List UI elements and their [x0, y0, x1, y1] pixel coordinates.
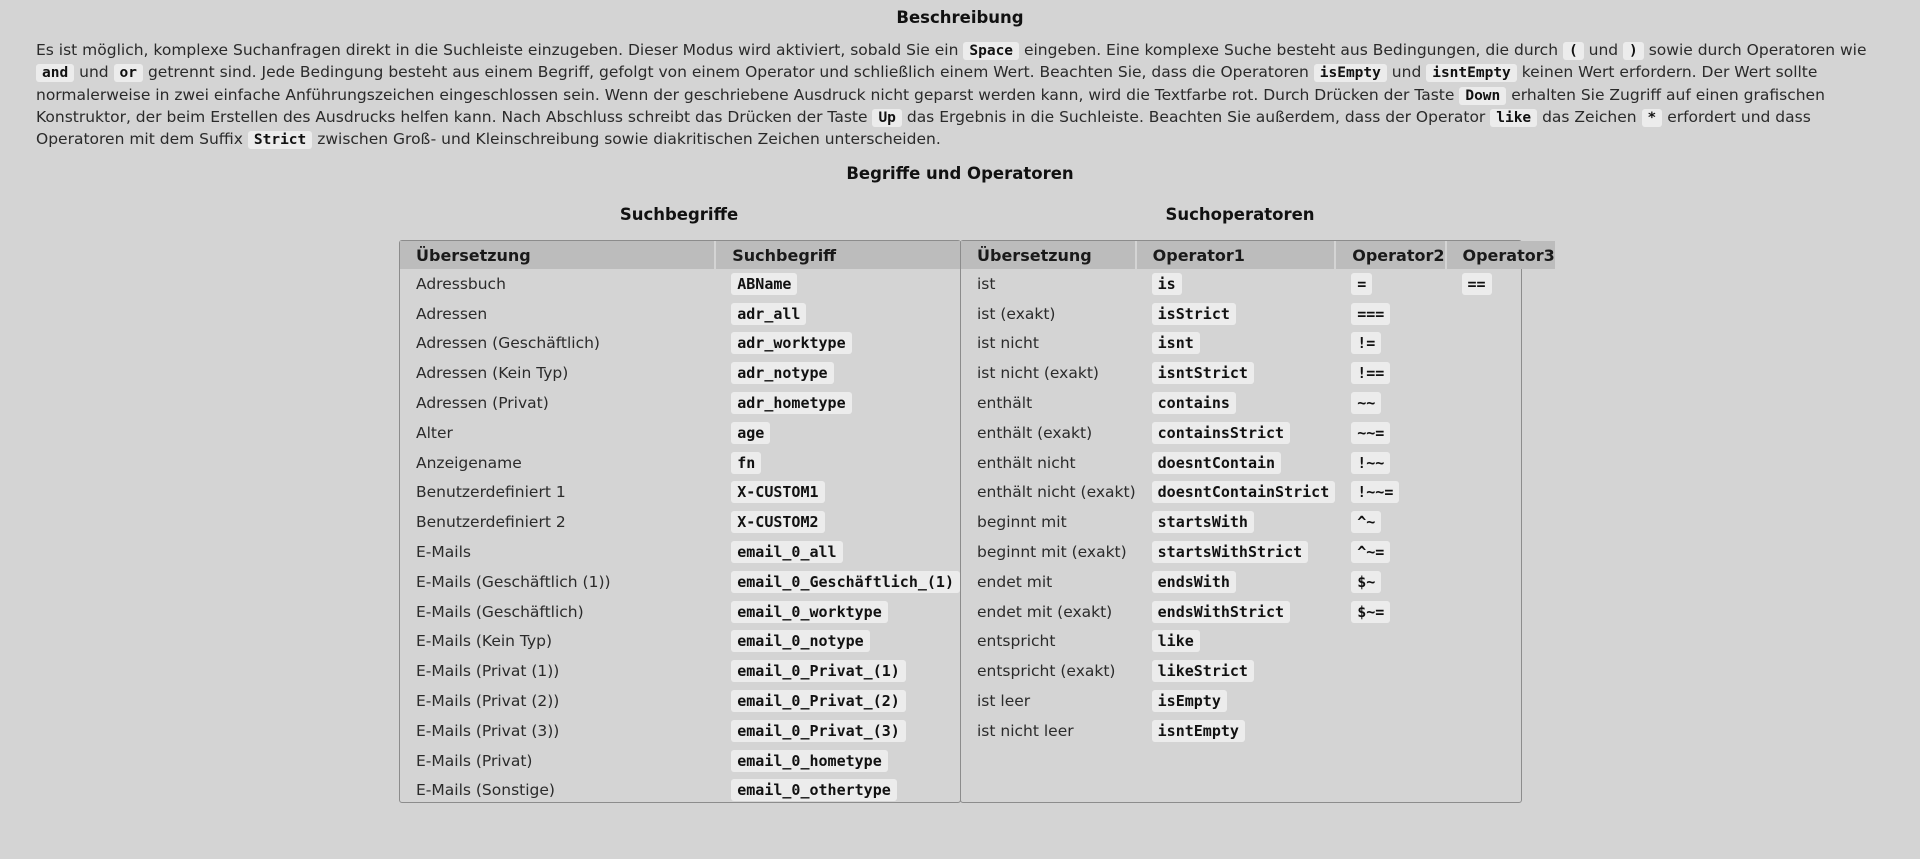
- description-fragment: erhalten Sie Zugriff auf einen grafischen Konstruktor, der beim Erstellen des Ausdrucks helfen kann. Nach Abschluss schreibt das Drücken der Taste: [36, 85, 1825, 126]
- table-cell: [1446, 448, 1555, 478]
- table-cell: ist (exakt): [977, 304, 1056, 323]
- table-cell: ist nicht leer: [977, 721, 1074, 740]
- table-cell: E-Mails (Geschäftlich): [416, 602, 584, 621]
- code-token: isStrict: [1152, 303, 1236, 325]
- description-fragment: und: [1583, 41, 1624, 59]
- table-cell: [1446, 597, 1555, 627]
- table-row: [400, 299, 960, 329]
- table-cell: entspricht: [977, 632, 1056, 651]
- inline-code: like: [1490, 109, 1537, 127]
- description-fragment: das Zeichen: [1537, 107, 1642, 126]
- code-token: fn: [731, 452, 761, 474]
- table-cell: [715, 299, 960, 329]
- table-row: [400, 388, 960, 418]
- table-cell: [1446, 478, 1555, 508]
- table-cell: [1446, 627, 1555, 657]
- table-row: [400, 686, 960, 716]
- table-cell: ist leer: [977, 692, 1031, 711]
- description-fragment: und: [1386, 63, 1427, 82]
- table-row: [400, 358, 960, 388]
- table-row: [961, 478, 1555, 508]
- search-operators-table-panel[interactable]: [960, 240, 1555, 803]
- table-cell: [1136, 597, 1336, 627]
- section-title: Begriffe und Operatoren: [846, 164, 1074, 184]
- table-cell: enthält nicht: [977, 453, 1076, 472]
- code-token: email_0_all: [731, 541, 842, 563]
- table-cell: E-Mails (Kein Typ): [416, 632, 553, 651]
- table-cell: [1136, 686, 1336, 716]
- table-cell: [715, 418, 960, 448]
- table-cell: [1446, 329, 1555, 359]
- table-cell: [715, 686, 960, 716]
- inline-code: or: [114, 64, 143, 82]
- inline-code: and: [36, 64, 74, 82]
- code-token: email_0_Privat_(3): [731, 720, 906, 742]
- table-cell: [715, 358, 960, 388]
- table-row: [961, 299, 1555, 329]
- table-cell: [1446, 299, 1555, 329]
- code-token: like: [1152, 630, 1200, 652]
- inline-code: *: [1642, 109, 1663, 127]
- table-cell: ist nicht (exakt): [977, 364, 1099, 383]
- table-row: [961, 358, 1555, 388]
- table-cell: Adressen (Kein Typ): [416, 364, 569, 383]
- table-cell: [1136, 716, 1336, 746]
- inline-code: ): [1623, 42, 1644, 60]
- table-cell: [1136, 478, 1336, 508]
- table-row: [961, 686, 1555, 716]
- description-fragment: eingeben. Eine komplexe Suche besteht aus Bedingungen, die durch: [1019, 41, 1563, 59]
- table-cell: [1335, 478, 1445, 508]
- search-terms-heading: Suchbegriffe: [619, 205, 739, 224]
- table-cell: [1335, 507, 1445, 537]
- table-row: [961, 567, 1555, 597]
- code-token: ~~=: [1351, 422, 1390, 444]
- search-operators-heading: Suchoperatoren: [1165, 205, 1315, 224]
- code-token: endsWith: [1152, 571, 1236, 593]
- table-row: [961, 448, 1555, 478]
- column-header: Übersetzung: [400, 241, 715, 269]
- table-cell: Benutzerdefiniert 2: [416, 513, 566, 532]
- code-token: !~~=: [1351, 481, 1399, 503]
- table-cell: [1335, 686, 1445, 716]
- table-cell: [1335, 299, 1445, 329]
- description-fragment: sowie durch Operatoren wie: [1643, 41, 1867, 59]
- description-fragment: und: [74, 63, 114, 82]
- table-cell: [1446, 269, 1555, 299]
- table-cell: [1335, 656, 1445, 686]
- code-token: doesntContain: [1152, 452, 1281, 474]
- table-cell: Adressen: [416, 304, 488, 323]
- column-header: Übersetzung: [961, 241, 1136, 269]
- code-token: isEmpty: [1152, 690, 1227, 712]
- table-row: [961, 656, 1555, 686]
- table-row: [400, 448, 960, 478]
- table-row: [400, 507, 960, 537]
- tables-container: [399, 205, 1555, 800]
- code-token: email_0_othertype: [731, 779, 897, 801]
- code-token: ABName: [731, 273, 797, 295]
- table-cell: [1335, 418, 1445, 448]
- table-cell: [1136, 567, 1336, 597]
- table-cell: [715, 537, 960, 567]
- table-cell: [1136, 358, 1336, 388]
- table-cell: [715, 329, 960, 359]
- column-header: Operator2: [1335, 241, 1445, 269]
- table-cell: [715, 716, 960, 746]
- code-token: email_0_worktype: [731, 601, 888, 623]
- table-row: [400, 597, 960, 627]
- table-cell: [1335, 537, 1445, 567]
- table-cell: beginnt mit: [977, 513, 1067, 532]
- code-token: email_0_Privat_(2): [731, 690, 906, 712]
- inline-code: isntEmpty: [1426, 64, 1517, 82]
- code-token: !~~: [1351, 452, 1390, 474]
- column-header: Operator3: [1446, 241, 1555, 269]
- table-cell: ist nicht: [977, 334, 1039, 353]
- column-header: Suchbegriff: [715, 241, 960, 269]
- description-fragment: getrennt sind. Jede Bedingung besteht aus einem Begriff, gefolgt von einem Operator und schließlich einem Wert. Beachten Sie, dass die Operatoren: [143, 63, 1314, 82]
- table-cell: [715, 478, 960, 508]
- table-row: [961, 716, 1555, 746]
- description-fragment: zwischen Groß- und Kleinschreibung sowie diakritischen Zeichen unterscheiden.: [312, 130, 941, 149]
- table-row: [961, 507, 1555, 537]
- table-cell: [1335, 597, 1445, 627]
- table-cell: [1136, 329, 1336, 359]
- table-cell: enthält: [977, 394, 1033, 413]
- table-cell: [715, 627, 960, 657]
- inline-code: isEmpty: [1314, 64, 1387, 82]
- table-cell: [1446, 716, 1555, 746]
- code-token: email_0_Geschäftlich_(1): [731, 571, 960, 593]
- code-token: containsStrict: [1152, 422, 1290, 444]
- table-row: [400, 478, 960, 508]
- code-token: adr_worktype: [731, 332, 851, 354]
- inline-code: Space: [963, 42, 1019, 60]
- table-row: [400, 329, 960, 359]
- table-row: [961, 537, 1555, 567]
- code-token: adr_hometype: [731, 392, 851, 414]
- code-token: isnt: [1152, 332, 1200, 354]
- table-cell: E-Mails (Privat): [416, 751, 533, 770]
- table-cell: Anzeigename: [416, 453, 522, 472]
- code-token: startsWithStrict: [1152, 541, 1309, 563]
- table-row: [400, 776, 960, 806]
- table-cell: Adressen (Privat): [416, 394, 549, 413]
- table-cell: [715, 448, 960, 478]
- table-cell: [1136, 507, 1336, 537]
- table-cell: [1335, 716, 1445, 746]
- table-cell: [1446, 388, 1555, 418]
- table-cell: endet mit (exakt): [977, 602, 1113, 621]
- code-token: adr_all: [731, 303, 806, 325]
- table-row: [400, 656, 960, 686]
- table-cell: endet mit: [977, 572, 1053, 591]
- description-fragment: keinen Wert erfordern. Der Wert sollte normalerweise in zwei einfache Anführungszeichen eingeschlossen sein. Wenn der geschriebene Ausdruck nicht geparst werden kann, wird die Textfarbe rot. Durch Drücken der Taste: [36, 63, 1818, 104]
- table-row: [400, 746, 960, 776]
- code-token: ^~: [1351, 511, 1381, 533]
- code-token: =: [1351, 273, 1372, 295]
- table-cell: ist: [977, 274, 996, 293]
- table-cell: [1446, 567, 1555, 597]
- table-cell: E-Mails (Privat (1)): [416, 662, 560, 681]
- table-cell: [715, 746, 960, 776]
- table-row: [400, 567, 960, 597]
- code-token: isntStrict: [1152, 362, 1254, 384]
- table-cell: [715, 269, 960, 299]
- table-cell: [1136, 448, 1336, 478]
- code-token: likeStrict: [1152, 660, 1254, 682]
- code-token: ~~: [1351, 392, 1381, 414]
- inline-code: Up: [872, 109, 901, 127]
- code-token: email_0_Privat_(1): [731, 660, 906, 682]
- table-row: [961, 418, 1555, 448]
- description-title: Beschreibung: [896, 8, 1024, 27]
- table-cell: [715, 597, 960, 627]
- table-cell: [715, 507, 960, 537]
- table-cell: [1446, 418, 1555, 448]
- table-cell: E-Mails (Privat (2)): [416, 692, 560, 711]
- code-token: age: [731, 422, 770, 444]
- table-cell: Adressbuch: [416, 274, 506, 293]
- table-cell: E-Mails (Sonstige): [416, 781, 555, 800]
- table-cell: E-Mails: [416, 543, 471, 562]
- table-row: [961, 597, 1555, 627]
- search-terms-table: [400, 241, 960, 805]
- table-row: [400, 269, 960, 299]
- inline-code: Strict: [248, 131, 312, 149]
- code-token: !==: [1351, 362, 1390, 384]
- table-cell: Benutzerdefiniert 1: [416, 483, 566, 502]
- code-token: !=: [1351, 332, 1381, 354]
- code-token: ^~=: [1351, 541, 1390, 563]
- table-cell: [1136, 269, 1336, 299]
- table-cell: [1136, 627, 1336, 657]
- inline-code: Down: [1459, 87, 1506, 105]
- code-token: ===: [1351, 303, 1390, 325]
- inline-code: (: [1563, 42, 1584, 60]
- code-token: X-CUSTOM2: [731, 511, 824, 533]
- code-token: adr_notype: [731, 362, 833, 384]
- table-cell: [1335, 567, 1445, 597]
- search-operators-table: [961, 241, 1555, 746]
- table-cell: [1335, 358, 1445, 388]
- table-row: [961, 269, 1555, 299]
- table-cell: [1136, 656, 1336, 686]
- description-text: [36, 40, 1884, 151]
- table-cell: enthält nicht (exakt): [977, 483, 1136, 502]
- table-cell: [1335, 448, 1445, 478]
- table-cell: [1446, 537, 1555, 567]
- table-cell: [715, 656, 960, 686]
- code-token: $~: [1351, 571, 1381, 593]
- code-token: contains: [1152, 392, 1236, 414]
- table-cell: enthält (exakt): [977, 423, 1093, 442]
- table-row: [961, 627, 1555, 657]
- code-token: is: [1152, 273, 1182, 295]
- table-cell: [1136, 388, 1336, 418]
- table-cell: [1335, 269, 1445, 299]
- table-cell: beginnt mit (exakt): [977, 543, 1127, 562]
- description-fragment: das Ergebnis in die Suchleiste. Beachten Sie außerdem, dass der Operator: [901, 107, 1491, 126]
- table-cell: E-Mails (Privat (3)): [416, 721, 560, 740]
- table-row: [400, 418, 960, 448]
- table-row: [961, 329, 1555, 359]
- table-cell: [1446, 358, 1555, 388]
- table-cell: [1446, 686, 1555, 716]
- code-token: X-CUSTOM1: [731, 481, 824, 503]
- table-cell: Adressen (Geschäftlich): [416, 334, 600, 353]
- table-cell: [1335, 329, 1445, 359]
- table-row: [400, 627, 960, 657]
- table-cell: [1335, 388, 1445, 418]
- table-cell: E-Mails (Geschäftlich (1)): [416, 572, 611, 591]
- table-cell: [1136, 299, 1336, 329]
- code-token: endsWithStrict: [1152, 601, 1290, 623]
- column-header: Operator1: [1136, 241, 1336, 269]
- table-cell: [1446, 656, 1555, 686]
- table-row: [400, 716, 960, 746]
- code-token: email_0_notype: [731, 630, 869, 652]
- table-cell: [715, 776, 960, 806]
- table-cell: entspricht (exakt): [977, 662, 1116, 681]
- table-row: [400, 537, 960, 567]
- table-cell: Alter: [416, 423, 453, 442]
- code-token: startsWith: [1152, 511, 1254, 533]
- code-token: $~=: [1351, 601, 1390, 623]
- table-cell: [1136, 418, 1336, 448]
- code-token: email_0_hometype: [731, 750, 888, 772]
- table-cell: [1335, 627, 1445, 657]
- code-token: doesntContainStrict: [1152, 481, 1336, 503]
- description-fragment: Es ist möglich, komplexe Suchanfragen direkt in die Suchleiste einzugeben. Dieser Modus wird aktiviert, sobald Sie ein: [36, 41, 964, 59]
- table-cell: [715, 567, 960, 597]
- table-cell: [715, 388, 960, 418]
- description-fragment: erfordert und dass Operatoren mit dem Suffix: [36, 107, 1811, 149]
- search-terms-table-panel[interactable]: [399, 240, 961, 803]
- table-cell: [1446, 507, 1555, 537]
- table-cell: [1136, 537, 1336, 567]
- code-token: isntEmpty: [1152, 720, 1245, 742]
- table-row: [961, 388, 1555, 418]
- code-token: ==: [1462, 273, 1492, 295]
